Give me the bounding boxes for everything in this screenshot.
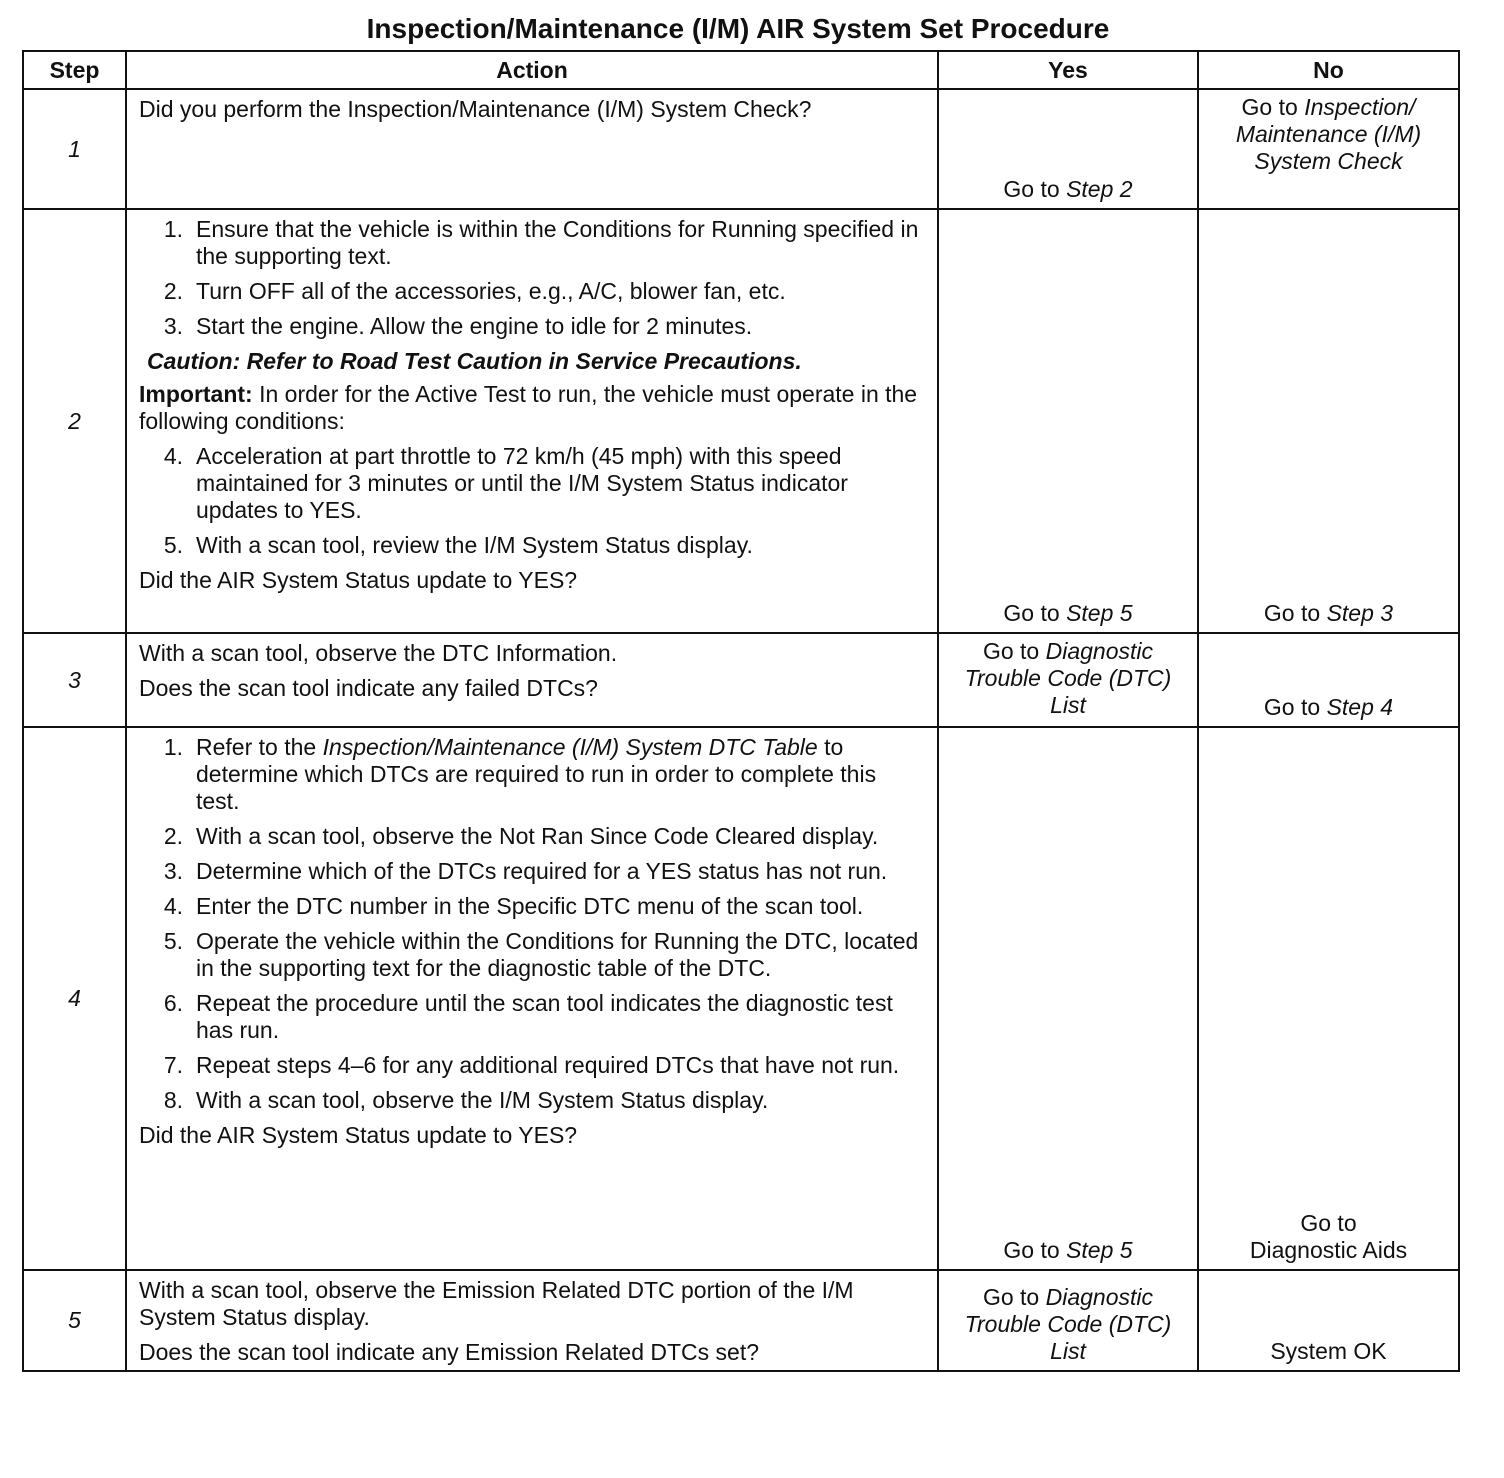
table-row [23,1270,1459,1371]
no-cell [1198,209,1459,633]
table-row [23,633,1459,727]
list-item: 3. Determine which of the DTCs required for a YES status has not run. [163,858,888,884]
table-row [23,727,1459,1270]
page-title: Inspection/Maintenance (I/M) AIR System Set Procedure [366,13,1110,44]
step-number: 2 [23,209,126,633]
yes-prefix: Go to [982,1284,1040,1310]
list-item: 4. Acceleration at part throttle to 72 km/h (45 mph) with this speed maintained for 3 minutes or until the I/M System Status indicator updates to YES. [163,443,848,523]
yes-reference-link[interactable]: Diagnostic Trouble Code (DTC) List [964,1284,1172,1364]
yes-prefix: Go to [1003,600,1060,626]
yes-reference-link[interactable]: Diagnostic Trouble Code (DTC) List [964,638,1172,718]
procedure-table [22,50,1460,1372]
no-cell [1198,633,1459,727]
list-item: 2. Turn OFF all of the accessories, e.g., A/C, blower fan, etc. [163,278,786,304]
step-number: 3 [23,633,126,727]
list-item: 1. Ensure that the vehicle is within the Conditions for Running specified in the supporting text. [163,216,919,269]
action-cell [126,1270,938,1371]
no-cell [1198,89,1459,209]
no-cell [1198,727,1459,1270]
dtc-table-link[interactable]: Inspection/Maintenance (I/M) System DTC Table [322,734,818,760]
list-item: 5. With a scan tool, review the I/M System Status display. [163,532,753,558]
no-prefix: Go to [1263,600,1321,626]
no-cell [1198,1270,1459,1371]
header-action: Action [126,51,938,89]
action-list [139,443,925,559]
no-prefix: Go to [1300,1210,1357,1236]
action-cell [126,633,938,727]
important-note: Important: In order for the Active Test to run, the vehicle must operate in the following conditions: [139,381,918,434]
action-cell [126,209,938,633]
yes-cell [938,727,1198,1270]
yes-cell [938,209,1198,633]
table-row [23,209,1459,633]
list-item: 3. Start the engine. Allow the engine to idle for 2 minutes. [163,313,753,339]
yes-cell [938,1270,1198,1371]
header-no: No [1198,51,1459,89]
list-item: 5. Operate the vehicle within the Conditions for Running the DTC, located in the supporting text for the diagnostic table of the DTC. [163,928,919,981]
action-cell [126,727,938,1270]
caution-note: Caution: Refer to Road Test Caution in Service Precautions. [147,348,802,374]
yes-step-link[interactable]: Step 2 [1066,176,1133,202]
yes-step-link[interactable]: Step 5 [1066,1237,1133,1263]
action-text: With a scan tool, observe the Emission Related DTC portion of the I/M System Status display. [139,1277,854,1330]
header-row [23,51,1459,89]
action-question: Did the AIR System Status update to YES? [139,567,578,593]
system-ok-text: System OK [1270,1338,1387,1364]
table-row [23,89,1459,209]
header-step: Step [23,51,126,89]
action-text: With a scan tool, observe the DTC Information. [139,640,618,666]
no-prefix: Go to [1241,94,1298,120]
yes-prefix: Go to [1003,1237,1060,1263]
no-step-link[interactable]: Step 4 [1326,694,1394,720]
step-number: 1 [23,89,126,209]
list-item: 1. Refer to the Inspection/Maintenance (I/M) System DTC Table to determine which DTCs are required to run in order to complete this test. [163,734,877,814]
action-question: Does the scan tool indicate any failed DTCs? [139,675,598,701]
yes-cell [938,633,1198,727]
action-cell [126,89,938,209]
list-item: 4. Enter the DTC number in the Specific DTC menu of the scan tool. [163,893,864,919]
list-item: 8. With a scan tool, observe the I/M System Status display. [163,1087,769,1113]
header-yes: Yes [938,51,1198,89]
no-step-link[interactable]: Step 3 [1326,600,1394,626]
action-list [139,734,925,1114]
action-list [139,216,925,340]
no-prefix: Go to [1263,694,1321,720]
yes-prefix: Go to [1003,176,1060,202]
list-item: 2. With a scan tool, observe the Not Ran Since Code Cleared display. [163,823,879,849]
no-reference-link[interactable]: Inspection/ Maintenance (I/M) System Check [1235,94,1422,174]
list-item: 6. Repeat the procedure until the scan tool indicates the diagnostic test has run. [163,990,893,1043]
yes-cell [938,89,1198,209]
yes-step-link[interactable]: Step 5 [1066,600,1133,626]
step-number: 5 [23,1270,126,1371]
action-question: Did you perform the Inspection/Maintenance (I/M) System Check? [139,96,812,122]
diagnostic-aids-link[interactable]: Diagnostic Aids [1249,1237,1408,1263]
list-item: 7. Repeat steps 4–6 for any additional required DTCs that have not run. [163,1052,900,1078]
step-number: 4 [23,727,126,1270]
action-question: Does the scan tool indicate any Emission Related DTCs set? [139,1339,760,1365]
action-question: Did the AIR System Status update to YES? [139,1122,578,1148]
yes-prefix: Go to [982,638,1040,664]
